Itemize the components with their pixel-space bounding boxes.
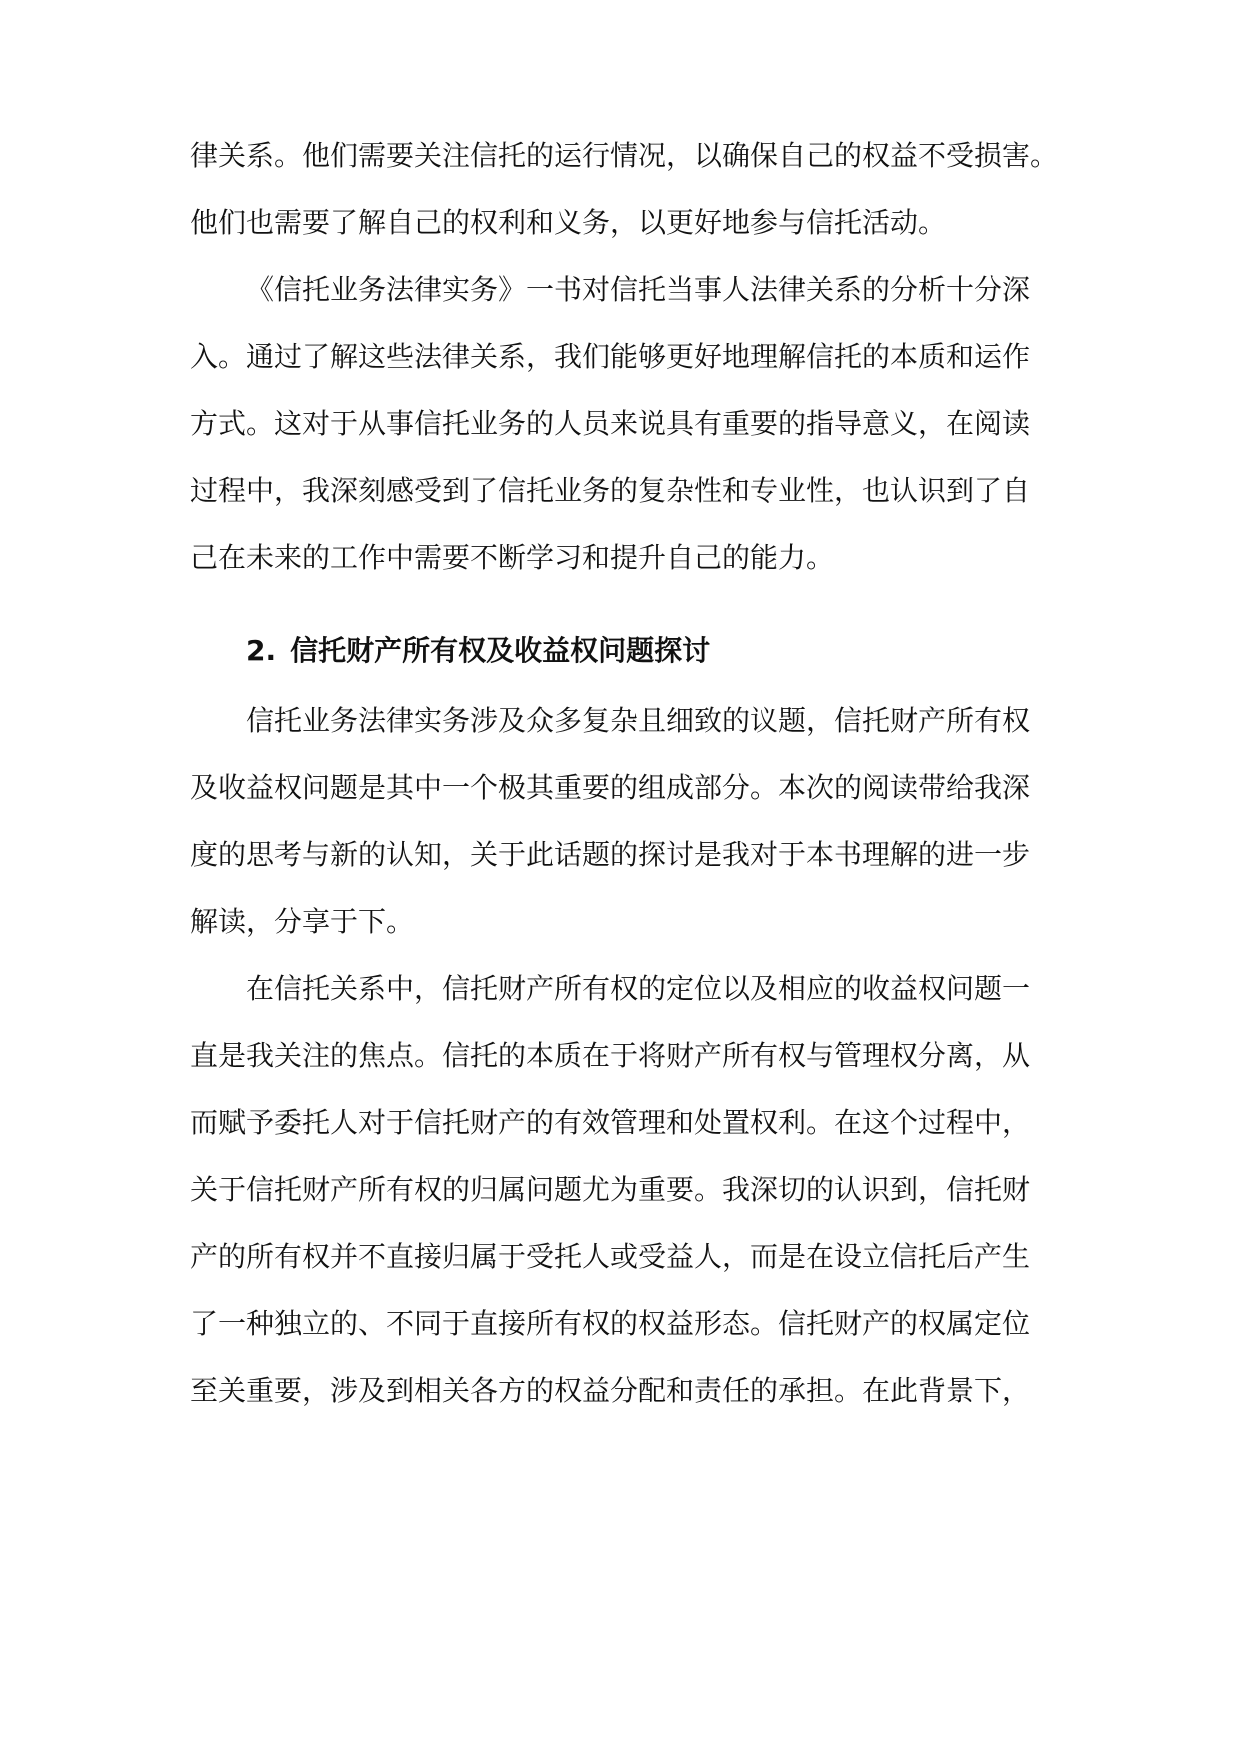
text-line: 过程中，我深刻感受到了信托业务的复杂性和专业性，也认识到了自: [190, 474, 1031, 507]
text-line: 而赋予委托人对于信托财产的有效管理和处置权利。在这个过程中，: [190, 1106, 1031, 1139]
text-line: 《信托业务法律实务》一书对信托当事人法律关系的分析十分深: [246, 273, 1031, 306]
section-number: 2.: [246, 634, 277, 667]
text-line: 至关重要，涉及到相关各方的权益分配和责任的承担。在此背景下，: [190, 1374, 1031, 1407]
text-line: 了一种独立的、不同于直接所有权的权益形态。信托财产的权属定位: [190, 1307, 1031, 1340]
text-line: 关于信托财产所有权的归属问题尤为重要。我深切的认识到，信托财: [190, 1173, 1031, 1206]
text-line: 产的所有权并不直接归属于受托人或受益人，而是在设立信托后产生: [190, 1240, 1031, 1273]
text-line: 他们也需要了解自己的权利和义务，以更好地参与信托活动。: [190, 206, 947, 239]
text-line: 在信托关系中，信托财产所有权的定位以及相应的收益权问题一: [246, 972, 1031, 1005]
text-line: 方式。这对于从事信托业务的人员来说具有重要的指导意义，在阅读: [190, 407, 1031, 440]
text-line: 及收益权问题是其中一个极其重要的组成部分。本次的阅读带给我深: [190, 771, 1031, 804]
text-line: 入。通过了解这些法律关系，我们能够更好地理解信托的本质和运作: [190, 340, 1031, 373]
text-line: 度的思考与新的认知，关于此话题的探讨是我对于本书理解的进一步: [190, 838, 1031, 871]
text-line: 己在未来的工作中需要不断学习和提升自己的能力。: [190, 541, 835, 574]
text-line: 直是我关注的焦点。信托的本质在于将财产所有权与管理权分离，从: [190, 1039, 1031, 1072]
section-heading: [246, 631, 710, 671]
text-line: 律关系。他们需要关注信托的运行情况，以确保自己的权益不受损害。: [190, 139, 1059, 172]
section-title: 信托财产所有权及收益权问题探讨: [290, 634, 711, 667]
text-line: 解读，分享于下。: [190, 905, 415, 938]
text-line: 信托业务法律实务涉及众多复杂且细致的议题，信托财产所有权: [246, 704, 1031, 737]
